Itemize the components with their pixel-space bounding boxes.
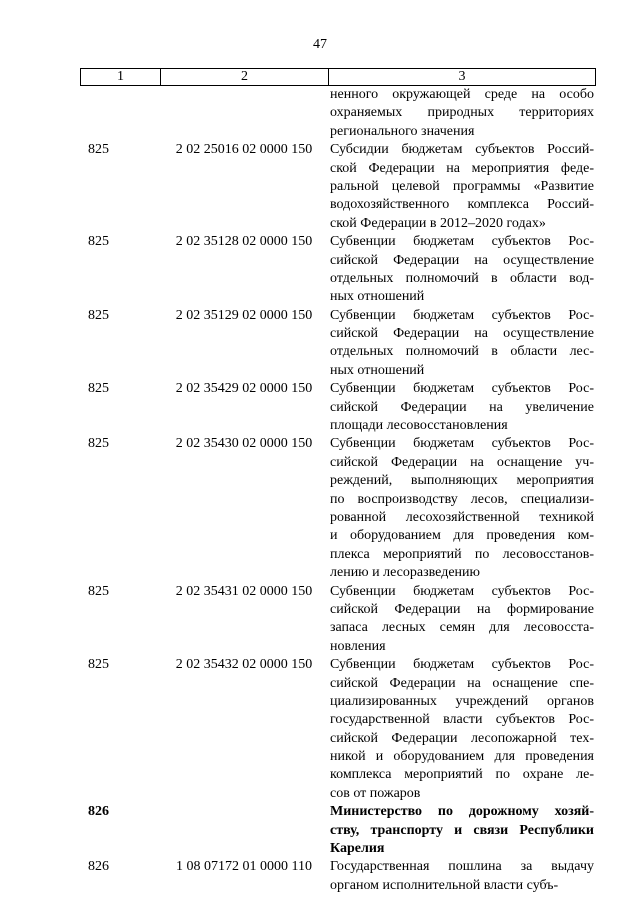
table-body xyxy=(80,86,596,895)
budget-code-cell: 2 02 35430 02 0000 150 xyxy=(175,436,313,452)
description-line: Субвенции бюджетам субъектов Рос- xyxy=(330,381,594,397)
description-cell xyxy=(328,656,596,803)
description-line: лению и лесоразведению xyxy=(330,565,480,581)
description-line: ных отношений xyxy=(330,289,425,305)
description-line: Субвенции бюджетам субъектов Рос- xyxy=(330,657,594,673)
description-line: никой и оборудованием для проведения xyxy=(330,749,594,765)
description-line: сов от пожаров xyxy=(330,785,421,801)
description-cell xyxy=(328,435,596,582)
table-row xyxy=(80,233,596,307)
admin-code-cell: 826 xyxy=(88,859,109,875)
description-line: сийской Федерации на осуществление xyxy=(330,326,594,342)
description-line: ральной целевой программы «Развитие xyxy=(330,178,594,194)
budget-code-cell: 2 02 35128 02 0000 150 xyxy=(175,234,313,250)
description-line: плекса мероприятий по лесовосстанов- xyxy=(330,546,594,562)
description-cell xyxy=(328,141,596,233)
description-line: Субвенции бюджетам субъектов Рос- xyxy=(330,307,594,323)
description-line: Государственная пошлина за выдачу xyxy=(330,859,594,875)
description-line: государственной власти субъектов Рос- xyxy=(330,712,594,728)
description-line: регионального значения xyxy=(330,123,475,139)
description-line: Карелия xyxy=(330,841,385,857)
description-line: отдельных полномочий в области вод- xyxy=(330,270,594,286)
description-cell xyxy=(328,583,596,657)
admin-code-cell: 825 xyxy=(88,381,109,397)
admin-code-cell: 826 xyxy=(88,804,109,820)
description-cell xyxy=(328,803,596,858)
description-line: ской Федерации на мероприятия феде- xyxy=(330,160,594,176)
admin-code-cell: 825 xyxy=(88,657,109,673)
description-cell xyxy=(328,233,596,307)
table-row xyxy=(80,858,596,895)
description-cell xyxy=(328,86,596,141)
description-line: новления xyxy=(330,638,386,654)
description-line: и оборудованием для проведения ком- xyxy=(330,528,594,544)
table-header xyxy=(80,68,596,86)
description-line: сийской Федерации на оснащение уч- xyxy=(330,454,594,470)
admin-code-cell: 825 xyxy=(88,234,109,250)
header-col-1: 1 xyxy=(81,69,161,85)
description-line: ненного окружающей среде на особо xyxy=(330,87,594,102)
description-line: Субвенции бюджетам субъектов Рос- xyxy=(330,583,594,599)
budget-code-cell: 2 02 35429 02 0000 150 xyxy=(175,381,313,397)
description-line: ных отношений xyxy=(330,362,425,378)
table-row xyxy=(80,307,596,381)
description-line: сийской Федерации на осуществление xyxy=(330,252,594,268)
description-line: сийской Федерации на оснащение спе- xyxy=(330,675,594,691)
table-row xyxy=(80,435,596,582)
description-line: комплекса мероприятий по охране ле- xyxy=(330,767,594,783)
description-line: по воспроизводству лесов, специализи- xyxy=(330,491,594,507)
description-line: охраняемых природных территориях xyxy=(330,105,594,121)
description-line: водохозяйственного комплекса Россий- xyxy=(330,197,594,213)
description-line: отдельных полномочий в области лес- xyxy=(330,344,594,360)
description-cell xyxy=(328,858,596,895)
budget-code-cell: 2 02 35129 02 0000 150 xyxy=(175,307,313,323)
table-row xyxy=(80,656,596,803)
description-line: реждений, выполняющих мероприятия xyxy=(330,473,594,489)
admin-code-cell: 825 xyxy=(88,583,109,599)
budget-code-cell: 2 02 35432 02 0000 150 xyxy=(175,657,313,673)
table-row xyxy=(80,380,596,435)
description-line: запаса лесных семян для лесовосста- xyxy=(330,620,594,636)
admin-code-cell: 825 xyxy=(88,307,109,323)
description-line: Субвенции бюджетам субъектов Рос- xyxy=(330,436,594,452)
budget-code-cell: 1 08 07172 01 0000 110 xyxy=(176,859,312,875)
description-line: рованной лесохозяйственной техникой xyxy=(330,509,594,525)
budget-code-cell: 2 02 25016 02 0000 150 xyxy=(175,142,313,158)
description-line: сийской Федерации на увеличение xyxy=(330,399,594,415)
description-cell xyxy=(328,380,596,435)
description-line: ской Федерации в 2012–2020 годах» xyxy=(330,215,546,231)
table-row xyxy=(80,803,596,858)
description-line: ству, транспорту и связи Республики xyxy=(330,822,594,838)
description-line: циализированных учреждений органов xyxy=(330,693,594,709)
description-line: сийской Федерации на формирование xyxy=(330,601,594,617)
table-row xyxy=(80,86,596,141)
description-cell xyxy=(328,307,596,381)
description-line: Министерство по дорожному хозяй- xyxy=(330,804,594,820)
header-col-2: 2 xyxy=(161,69,329,85)
header-col-3: 3 xyxy=(458,69,466,84)
admin-code-cell: 825 xyxy=(88,436,109,452)
budget-code-cell: 2 02 35431 02 0000 150 xyxy=(175,583,313,599)
page-number: 47 xyxy=(313,37,327,52)
table-row xyxy=(80,583,596,657)
table-row xyxy=(80,141,596,233)
admin-code-cell: 825 xyxy=(88,142,109,158)
description-line: сийской Федерации лесопожарной тех- xyxy=(330,730,594,746)
description-line: площади лесовосстановления xyxy=(330,418,508,434)
description-line: органом исполнительной власти субъ- xyxy=(330,877,559,893)
description-line: Субсидии бюджетам субъектов Россий- xyxy=(330,142,594,158)
description-line: Субвенции бюджетам субъектов Рос- xyxy=(330,234,594,250)
